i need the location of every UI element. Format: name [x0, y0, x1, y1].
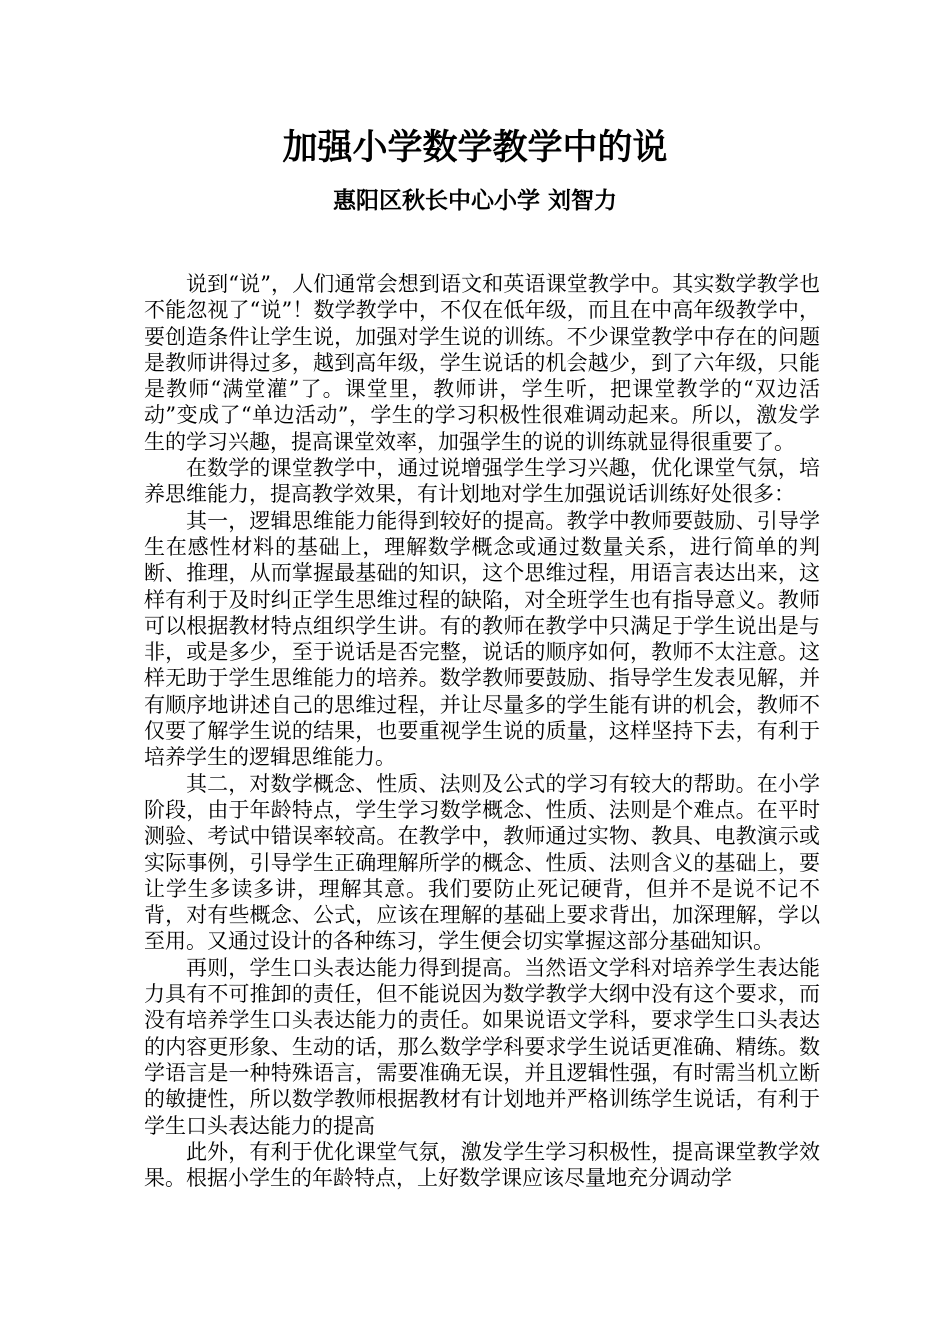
paragraph-first-point: 其一，逻辑思维能力能得到较好的提高。教学中教师要鼓励、引导学生在感性材料的基础上，理解数学概念或通过数量关系，进行简单的判断、推理，从而掌握最基础的知识，这个思维过程，用语言表达出来，这样有利于及时纠正学生思维过程的缺陷，对全班学生也有指导意义。教师可以根据教材特点组织学生讲。有的教师在教学中只满足于学生说出是与非，或是多少，至于说话是否完整，说话的顺序如何，教师不太注意。这样无助于学生思维能力的培养。数学教师要鼓励、指导学生发表见解，并有顺序地讲述自己的思维过程，并让尽量多的学生能有讲的机会，教师不仅要了解学生说的结果，也要重视学生说的质量，这样坚持下去，有利于培养学生的逻辑思维能力。 [144, 508, 820, 770]
paragraph-benefits: 在数学的课堂教学中，通过说增强学生学习兴趣，优化课堂气氛，培养思维能力，提高教学效果，有计划地对学生加强说话训练好处很多： [144, 456, 820, 507]
page-title: 加强小学数学教学中的说 [282, 128, 668, 168]
paragraph-second-point: 其二，对数学概念、性质、法则及公式的学习有较大的帮助。在小学阶段，由于年龄特点，学生学习数学概念、性质、法则是个难点。在平时测验、考试中错误率较高。在教学中，教师通过实物、教具、电教演示或实际事例，引导学生正确理解所学的概念、性质、法则含义的基础上，要让学生多读多讲，理解其意。我们要防止死记硬背，但并不是说不记不背，对有些概念、公式，应该在理解的基础上要求背出，加深理解，学以至用。又通过设计的各种练习，学生便会切实掌握这部分基础知识。 [144, 771, 820, 954]
paragraph-fourth-point: 此外，有利于优化课堂气氛，激发学生学习积极性，提高课堂教学效果。根据小学生的年龄特点，上好数学课应该尽量地充分调动学 [144, 1139, 820, 1191]
paragraph-third-point: 再则，学生口头表达能力得到提高。当然语文学科对培养学生表达能力具有不可推卸的责任，但不能说因为数学教学大纲中没有这个要求，而没有培养学生口头表达能力的责任。如果说语文学科，要求学生口头表达的内容更形象、生动的话，那么数学学科要求学生说话更准确、精练。数学语言是一种特殊语言，需要准确无误，并且逻辑性强，有时需当机立断的敏捷性，所以数学教师根据教材有计划地并严格训练学生说话，有利于学生口头表达能力的提高 [144, 955, 820, 1138]
paragraph-intro: 说到“说”，人们通常会想到语文和英语课堂教学中。其实数学教学也不能忽视了“说”！数学教学中，不仅在低年级，而且在中高年级教学中，要创造条件让学生说，加强对学生说的训练。不少课堂教学中存在的问题是教师讲得过多，越到高年级，学生说话的机会越少，到了六年级，只能是教师“满堂灌”了。课堂里，教师讲，学生听，把课堂教学的“双边活动”变成了“单边活动”，学生的学习积极性很难调动起来。所以，激发学生的学习兴趣，提高课堂效率，加强学生的说的训练就显得很重要了。 [144, 272, 820, 454]
author-line: 惠阳区秋长中心小学 刘智力 [332, 188, 617, 214]
article-body [144, 271, 820, 1191]
